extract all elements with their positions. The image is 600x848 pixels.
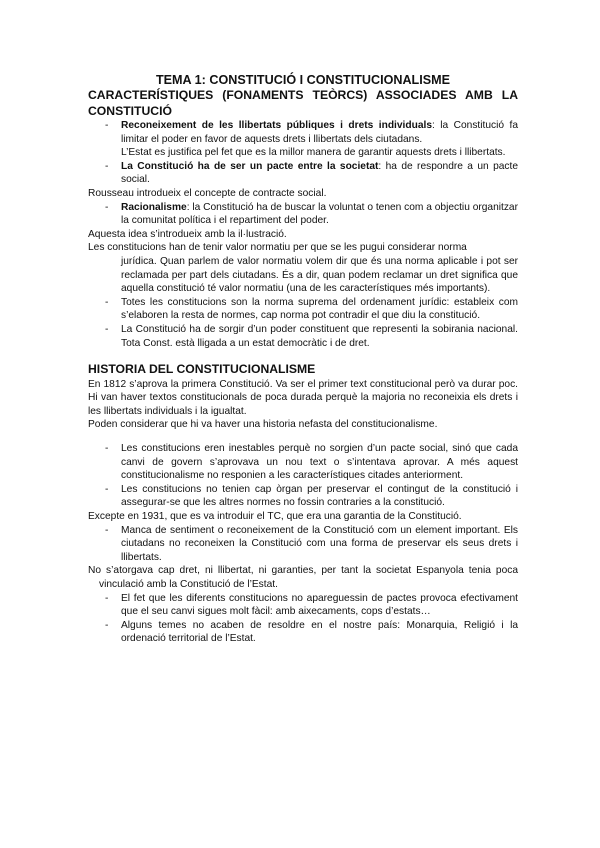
item-text: El fet que les diferents constitucions no apareguessin de pactes provoca efectivament que el seu canvi sigues molt fàcil: amb aixecaments, cops d’estats… <box>121 592 518 618</box>
item-continuation: L’Estat es justifica pel fet que es la millor manera de garantir aquests drets i llibertats. <box>121 147 506 159</box>
note-paragraph: Rousseau introdueix el concepte de contracte social. <box>88 187 327 199</box>
note-paragraph: No s’atorgava cap dret, ni llibertat, ni garanties, per tant la societat Espanyola tenia poca vinculació amb la Constitució de l’Estat. <box>88 565 518 590</box>
list-item <box>88 619 518 646</box>
item-text: La Constitució ha de sorgir d’un poder constituent que representi la sobirania nacional. Tota Const. està lligada a un estat democràtic i de dret. <box>121 323 518 349</box>
item-text: Totes les constitucions son la norma suprema del ordenament jurídic: estableix com s’elaboren la resta de normes, cap norma pot contradir el que diu la constitució. <box>121 296 518 322</box>
list-item <box>88 160 518 187</box>
item-text: Les constitucions no tenien cap òrgan per preservar el contingut de la constitució i assegurar-se que les altres normes no fossin contraries a la constitució. <box>121 483 518 509</box>
list-item <box>88 592 518 619</box>
paragraph: En 1812 s’aprova la primera Constitució. Va ser el primer text constitucional però va durar poc. Hi van haver textos constitucionals de poca durada perquè la majoria no reconeixia els drets i les llibertats individuals i la igualtat. <box>88 378 518 417</box>
item-bold-lead: Reconeixement de les llibertats públiques i drets individuals <box>121 120 432 131</box>
paragraph-indented-body: jurídica. Quan parlem de valor normatiu volem dir que és una norma aplicable i pot ser reclamada per part dels ciutadans. És a dir, quan podem reclamar un dret significa que aquella constitució té valor normatiu (una de les característiques més importants). <box>121 255 518 295</box>
page-title: TEMA 1: CONSTITUCIÓ I CONSTITUCIONALISME <box>155 73 451 87</box>
item-text: Alguns temes no acaben de resoldre en el nostre país: Monarquia, Religió i la ordenació territorial de l’Estat. <box>121 619 518 645</box>
item-text: : la Constitució fa limitar el poder en favor de aquests drets i llibertats dels ciutadans. <box>121 120 518 145</box>
paragraph-first-line: Les constitucions han de tenir valor normatiu per que se les pugui considerar norma <box>88 242 467 254</box>
section1-heading-line2: CONSTITUCIÓ <box>88 103 172 118</box>
section1-heading-line1: CARACTERÍSTIQUES (FONAMENTS TEÒRCS) ASSOCIADES AMB LA <box>88 88 518 102</box>
section2-heading: HISTORIA DEL CONSTITUCIONALISME <box>88 362 316 377</box>
list-item <box>88 296 518 323</box>
bullet-dash: - <box>105 296 109 308</box>
list-item <box>88 524 518 565</box>
note-paragraph: Excepte en 1931, que es va introduir el TC, que era una garantia de la Constitució. <box>88 510 462 522</box>
list-item <box>88 119 518 146</box>
item-text: : ha de respondre a un pacte social. <box>121 160 518 186</box>
item-bold-lead: Racionalisme <box>121 201 187 213</box>
list-item <box>88 442 518 483</box>
bullet-dash: - <box>105 483 109 495</box>
bullet-dash: - <box>105 323 109 335</box>
note-paragraph: Aquesta idea s’introdueix amb la il·lustració. <box>88 228 287 240</box>
bullet-dash: - <box>105 619 109 631</box>
item-text: Les constitucions eren inestables perquè no sorgien d’un pacte social, sinó que cada canvi de govern s’aprovava un nou text o s’intentava aprovar. A més aquest constitucionalisme no responien a les característiques citades anteriorment. <box>121 442 518 482</box>
bullet-dash: - <box>105 442 109 454</box>
item-bold-lead: La Constitució ha de ser un pacte entre la societat <box>121 160 379 172</box>
bullet-dash: - <box>105 120 109 131</box>
item-text: : la Constitució ha de buscar la voluntat o tenen com a objectiu organitzar la comunitat política i el repartiment del poder. <box>121 201 518 227</box>
list-item <box>88 323 518 350</box>
bullet-dash: - <box>105 524 109 536</box>
bullet-dash: - <box>105 592 109 604</box>
list-item <box>88 201 518 228</box>
document-body <box>88 72 518 646</box>
item-text: Manca de sentiment o reconeixement de la Constitució com un element important. Els ciutadans no reconeixen la Constitució com una forma de preservar els seus drets i llibertats. <box>121 524 518 563</box>
list-item <box>88 483 518 510</box>
paragraph: Poden considerar que hi va haver una historia nefasta del constitucionalisme. <box>88 419 438 431</box>
bullet-dash: - <box>105 160 109 172</box>
bullet-dash: - <box>105 201 109 213</box>
